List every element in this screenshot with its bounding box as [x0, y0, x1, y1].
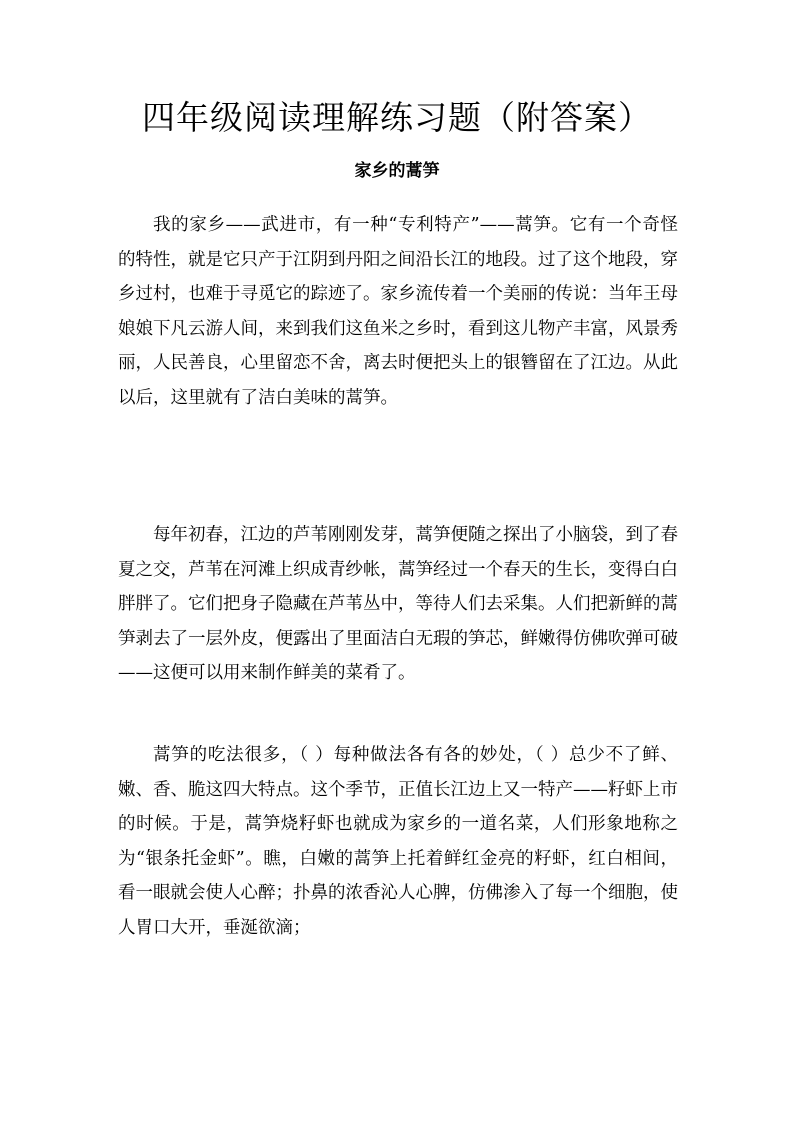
paragraph-2: 每年初春，江边的芦苇刚刚发芽，蒿笋便随之探出了小脑袋，到了春夏之交，芦苇在河滩上织成青纱帐，蒿笋经过一个春天的生长，变得白白胖胖了。它们把身子隐藏在芦苇丛中，等待人们去采集。人们把新鲜的蒿笋剥去了一层外皮，便露出了里面洁白无瑕的笋芯，鲜嫩得仿佛吹弹可破——这便可以用来制作鲜美的菜肴了。: [118, 525, 678, 684]
paragraph-3: 蒿笋的吃法很多，（ ）每种做法各有各的妙处，（ ）总少不了鲜、嫩、香、脆这四大特点。这个季节，正值长江边上又一特产——籽虾上市的时候。于是，蒿笋烧籽虾也就成为家乡的一道名菜，人们形象地称之为“银条托金虾”。瞧，白嫩的蒿笋上托着鲜红金亮的籽虾，红白相间，看一眼就会使人心醉；扑鼻的浓香沁人心脾，仿佛渗入了每一个细胞，使人胃口大开，垂涎欲滴；: [118, 745, 678, 938]
passage-title: 家乡的蒿笋: [354, 161, 440, 181]
document-title: 四年级阅读理解练习题（附答案）: [142, 98, 652, 137]
paragraph-1: 我的家乡——武进市，有一种“专利特产”——蒿笋。它有一个奇怪的特性，就是它只产于江阴到丹阳之间沿长江的地段。过了这个地段，穿乡过村，也难于寻觅它的踪迹了。家乡流传着一个美丽的传说：当年王母娘娘下凡云游人间，来到我们这鱼米之乡时，看到这儿物产丰富，风景秀丽，人民善良，心里留恋不舍，离去时便把头上的银簪留在了江边。从此以后，这里就有了洁白美味的蒿笋。: [118, 215, 678, 408]
